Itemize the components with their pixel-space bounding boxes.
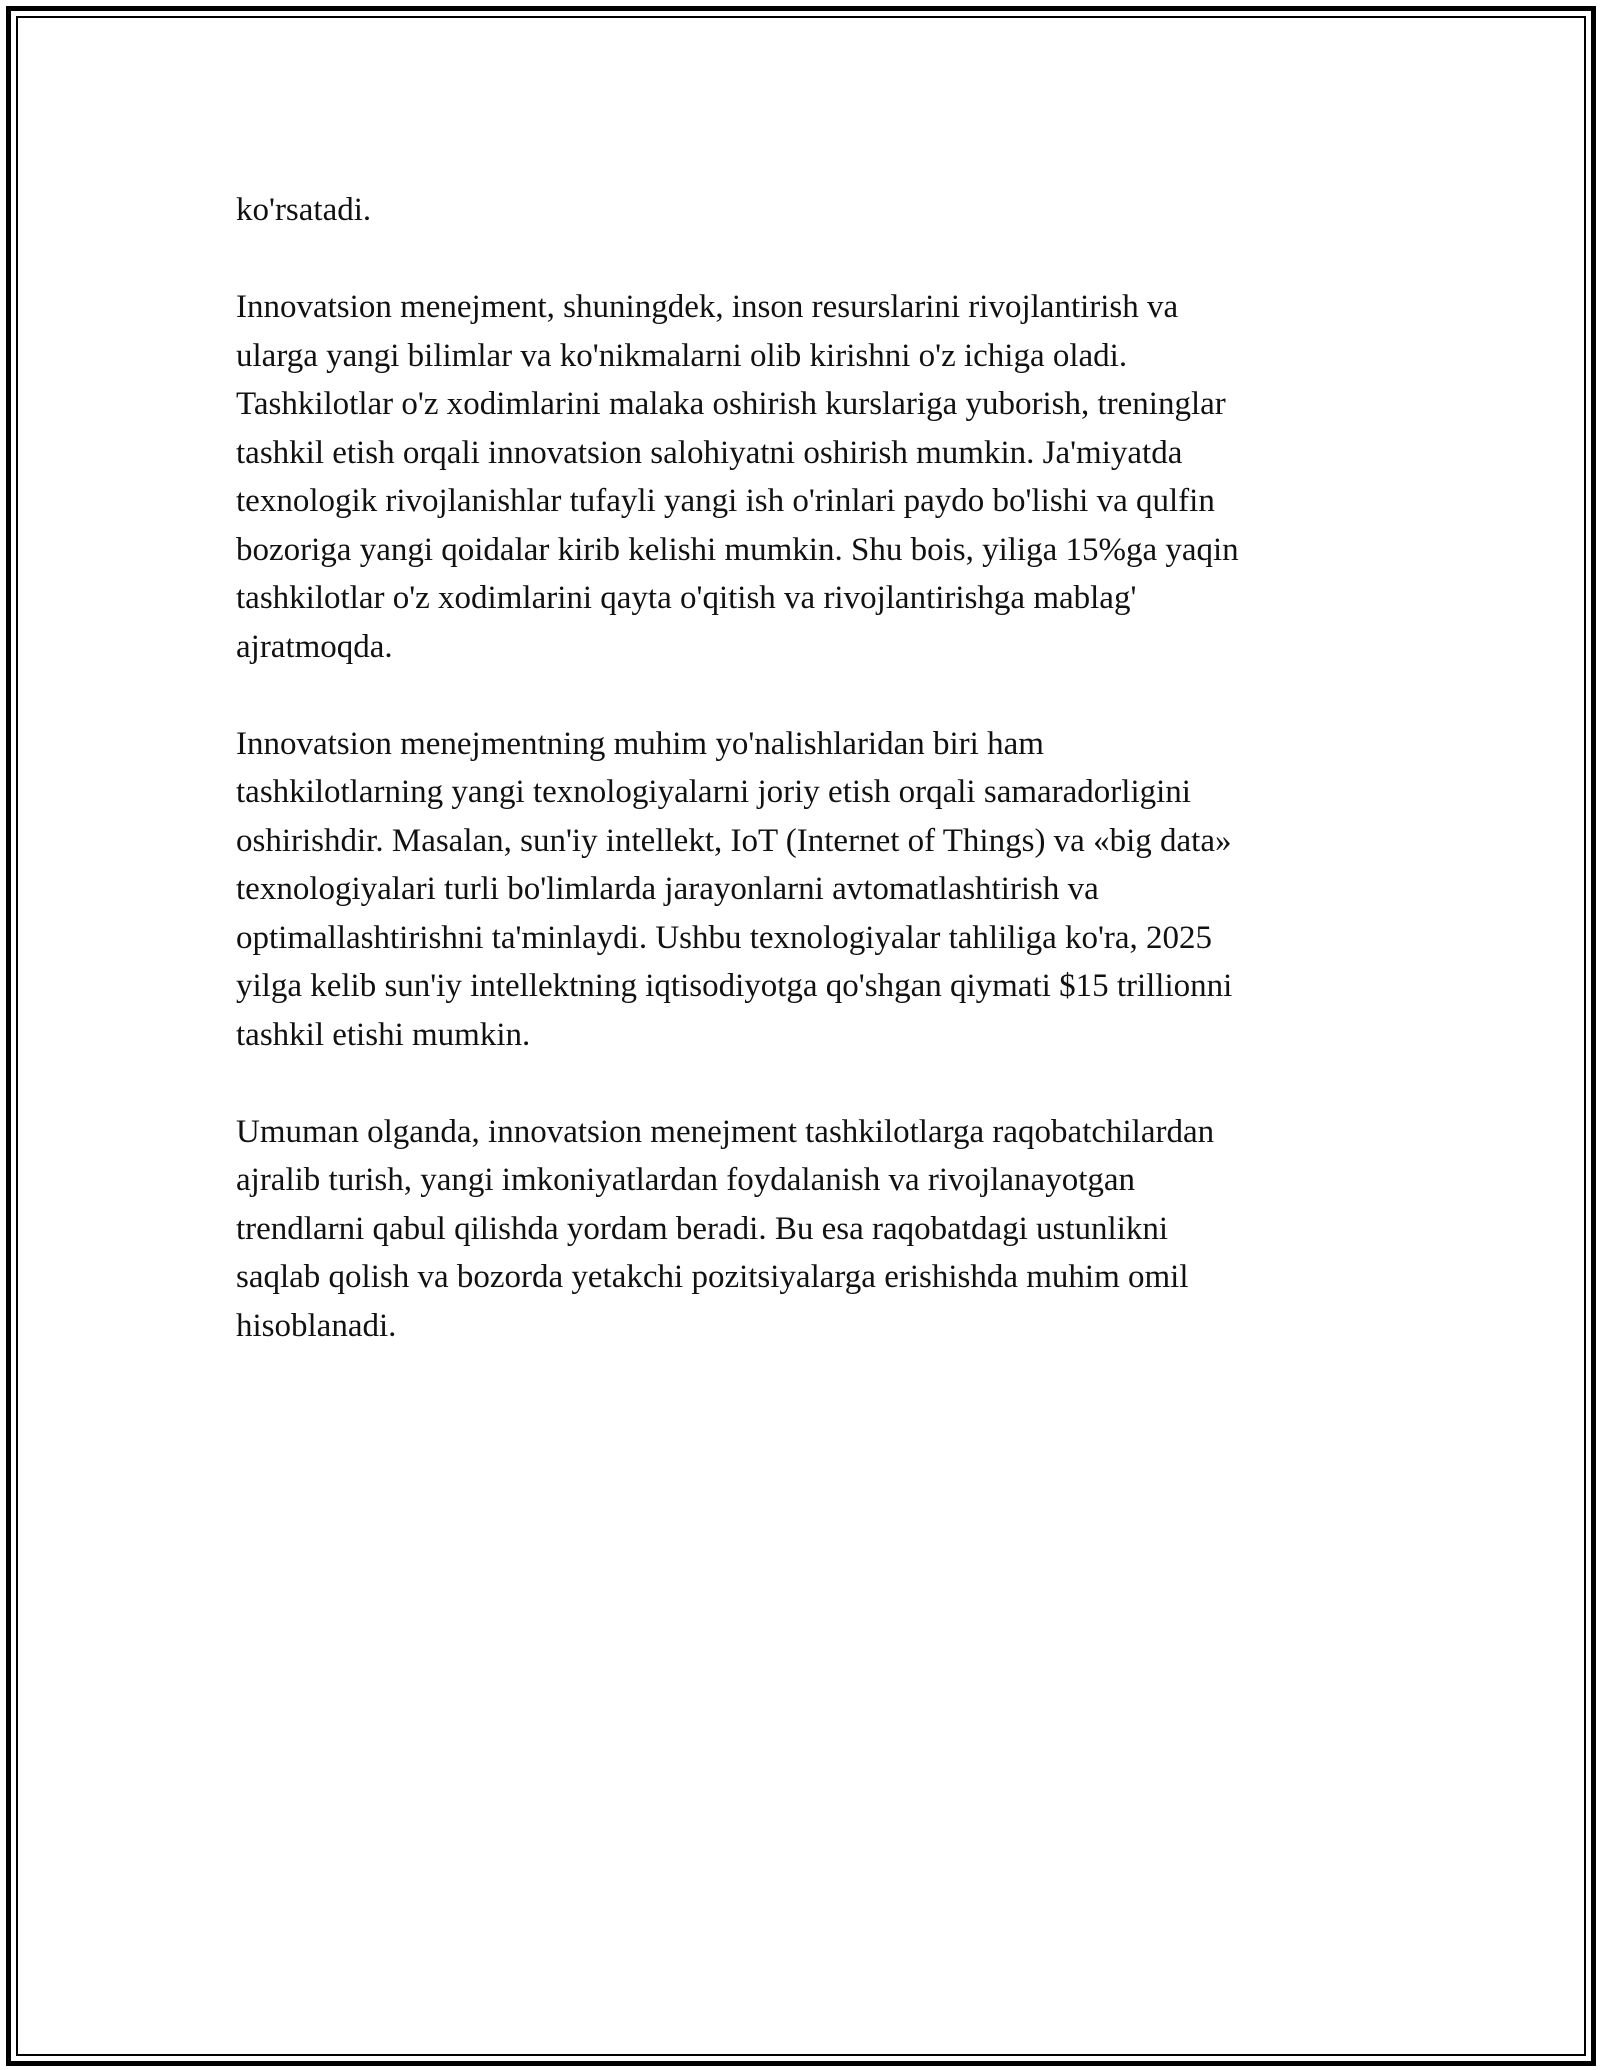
paragraph-continuation: ko'rsatadi.	[236, 192, 372, 228]
document-body	[236, 186, 1366, 1399]
paragraph-conclusion: Umuman olganda, innovatsion menejment tashkilotlarga raqobatchilardan ajralib turish, yangi imkoniyatlardan foydalanish va rivojlanayotgan trendlarni qabul qilishda yordam beradi. Bu esa raqobatdagi ustunlikni saqlab qolish va bozorda yetakchi pozitsiyalarga erishishda muhim omil hisoblanadi.	[236, 1113, 1215, 1344]
paragraph-human-resources: Innovatsion menejment, shuningdek, inson resurslarini rivojlantirish va ularga yangi bilimlar va ko'nikmalarni olib kirishni o'z ichiga oladi. Tashkilotlar o'z xodimlarini malaka oshirish kurslariga yuborish, treninglar tashkil etish orqali innovatsion salohiyatni oshirish mumkin. Ja'miyatda texnologik rivojlanishlar tufayli yangi ish o'rinlari paydo bo'lishi va qulfin bozoriga yangi qoidalar kirib kelishi mumkin. Shu bois, yiliga 15%ga yaqin tashkilotlar o'z xodimlarini qayta o'qitish va rivojlantirishga mablag' ajratmoqda.	[236, 289, 1239, 665]
paragraph-technologies: Innovatsion menejmentning muhim yo'nalishlaridan biri ham tashkilotlarning yangi texnologiyalarni joriy etish orqali samaradorligini oshirishdir. Masalan, sun'iy intellekt, IoT (Internet of Things) va «big data» texnologiyalari turli bo'limlarda jarayonlarni avtomatlashtirish va optimallashtirishni ta'minlaydi. Ushbu texnologiyalar tahliliga ko'ra, 2025 yilga kelib sun'iy intellektning iqtisodiyotga qo'shgan qiymati $15 trillionni tashkil etishi mumkin.	[236, 725, 1233, 1053]
